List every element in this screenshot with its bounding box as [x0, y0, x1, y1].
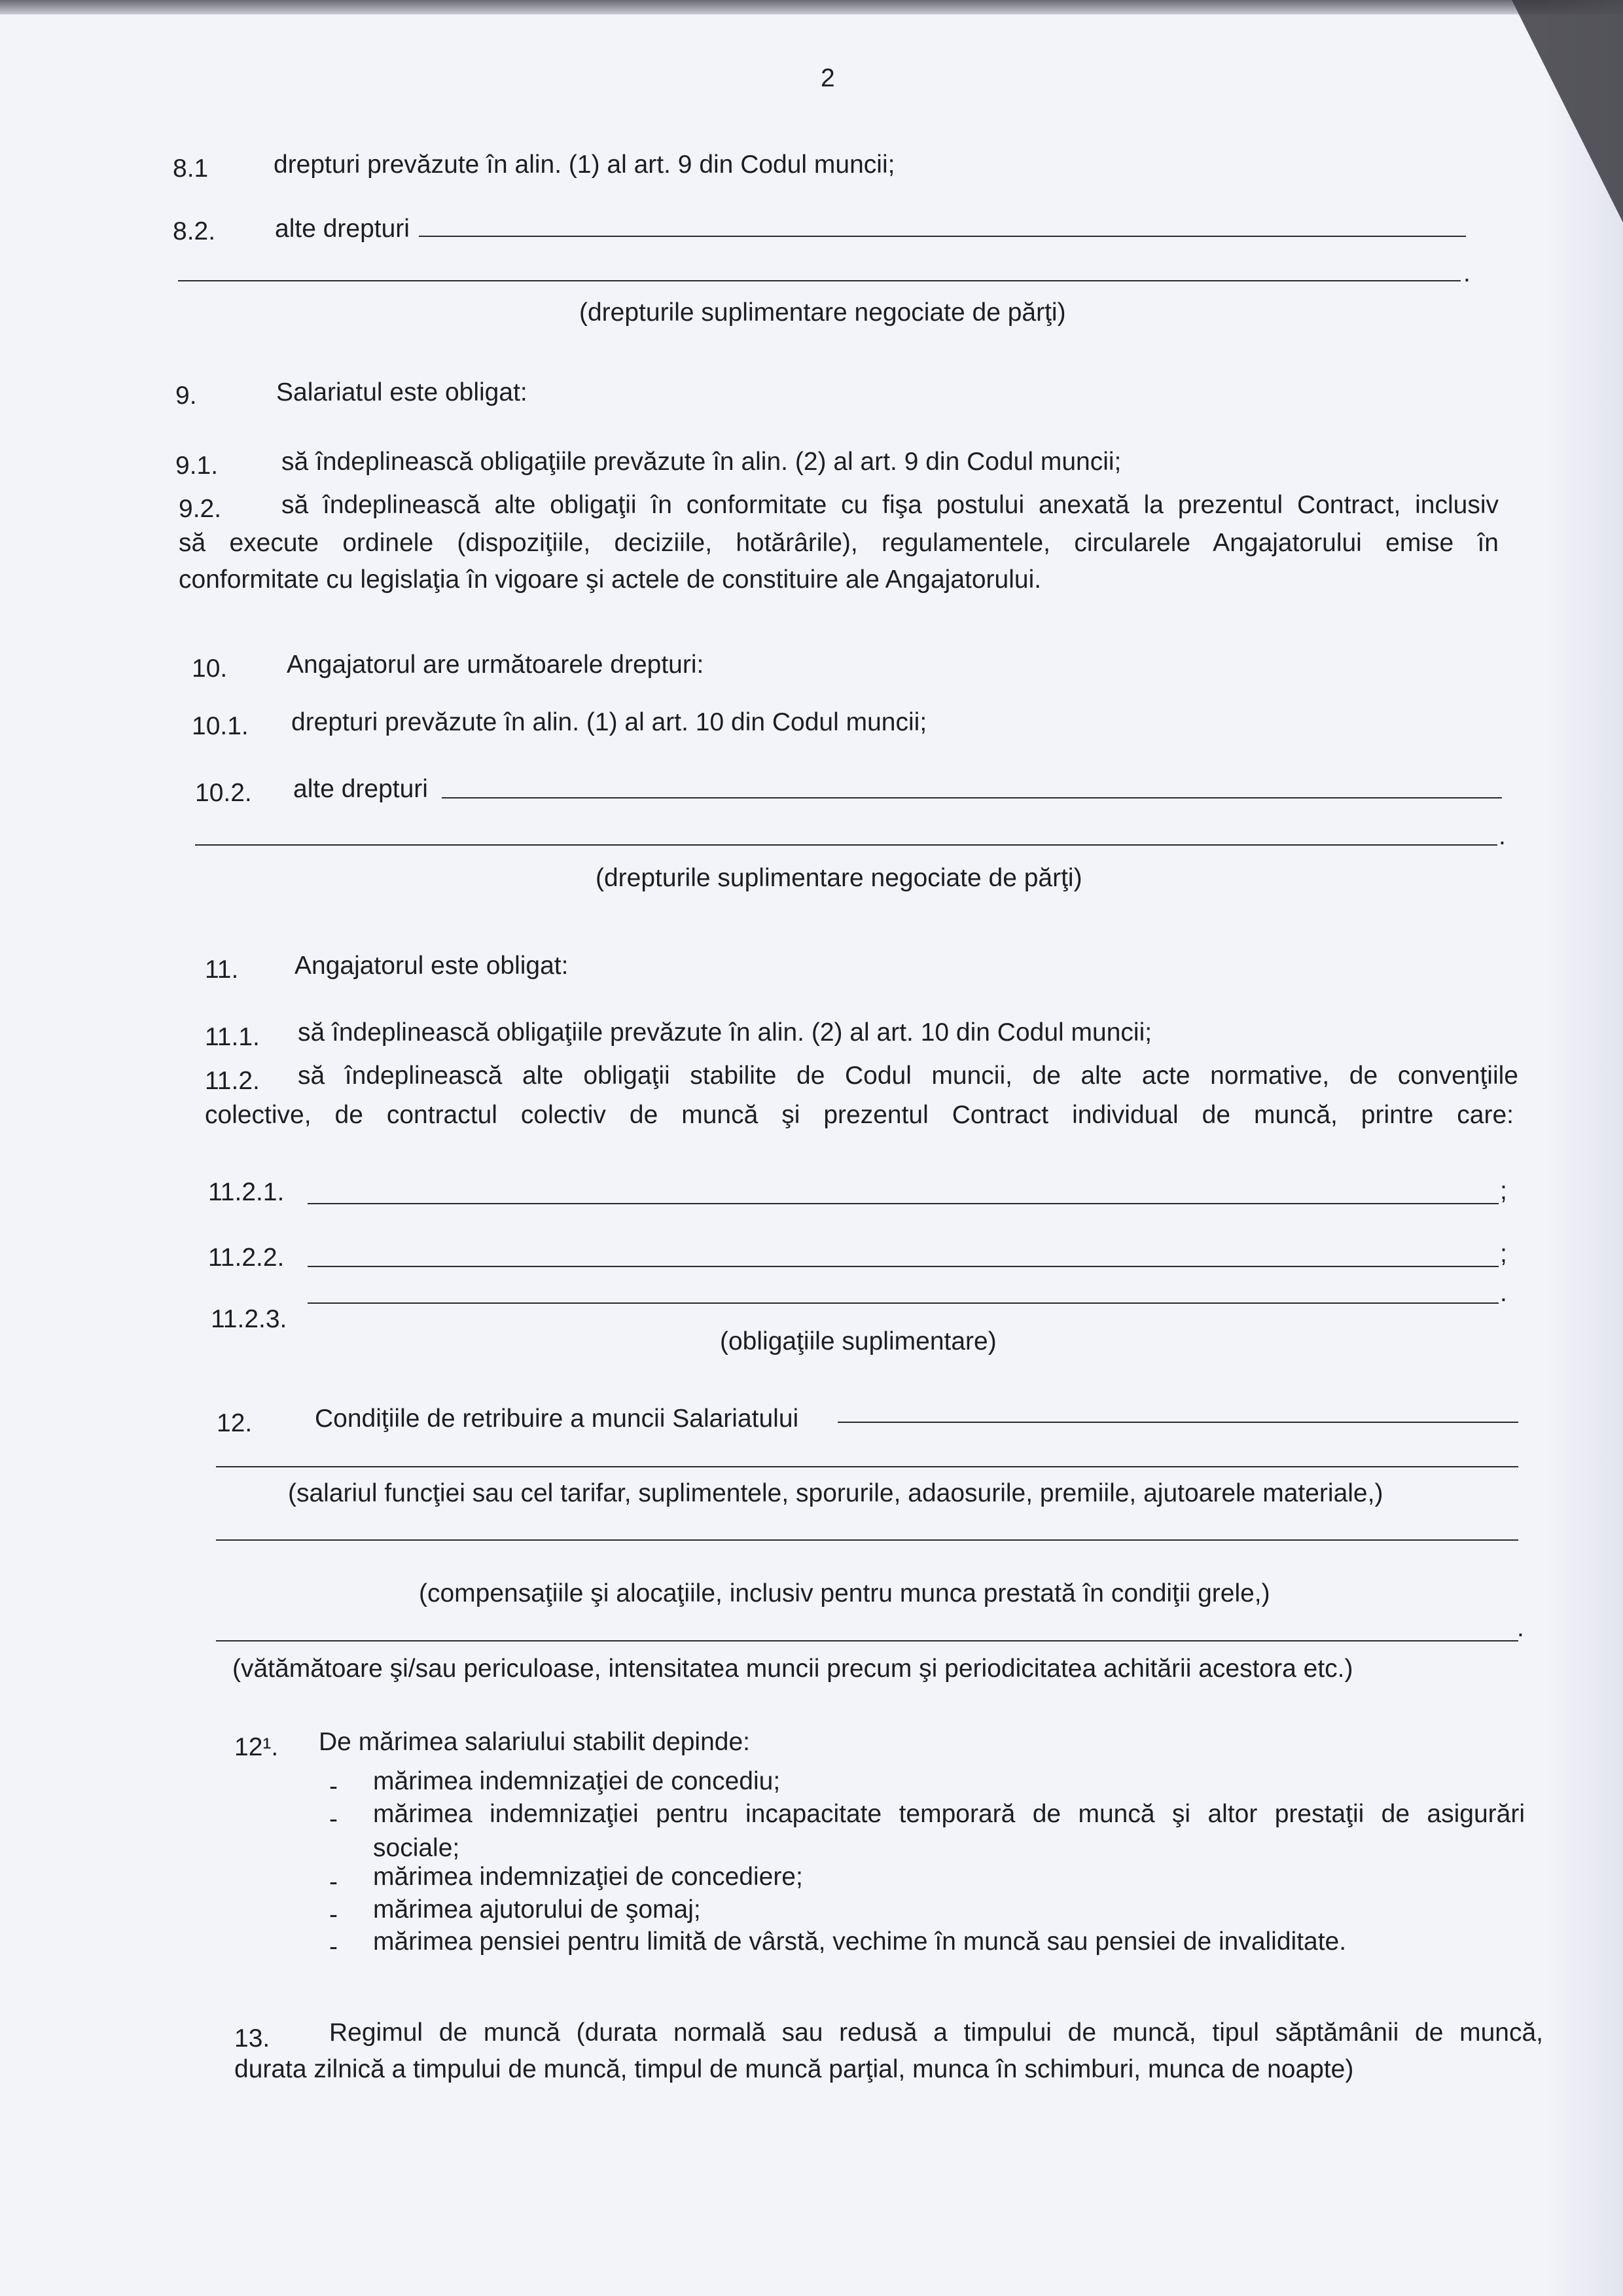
clause-text: Salariatul este obligat: — [276, 378, 527, 406]
caption: (drepturile suplimentare negociate de părţi) — [596, 864, 1082, 892]
list-item: mărimea ajutorului de şomaj; — [373, 1895, 701, 1924]
bullet-dash: - — [329, 1805, 338, 1833]
clause-text: Condiţiile de retribuire a muncii Salariatului — [315, 1405, 799, 1433]
caption: (compensaţiile şi alocaţiile, inclusiv pentru munca prestată în condiţii grele,) — [419, 1579, 1270, 1607]
clause-text: Angajatorul este obligat: — [294, 952, 569, 980]
clause-number: 11.2. — [205, 1067, 260, 1095]
fill-line — [442, 797, 1502, 798]
list-item: mărimea pensiei pentru limită de vârstă, vechime în muncă sau pensiei de invaliditate. — [373, 1928, 1347, 1956]
fill-line — [195, 844, 1497, 846]
clause-text: să execute ordinele (dispoziţiile, deciziile, hotărârile), regulamentele, circularele Angajatorului emise în — [179, 529, 1499, 557]
clause-number: 9. — [175, 382, 197, 410]
clause-number: 13. — [234, 2024, 270, 2053]
fill-line — [216, 1539, 1518, 1541]
caption: (vătămătoare şi/sau periculoase, intensitatea muncii precum şi periodicitatea achitării acestora etc.) — [232, 1655, 1353, 1683]
bullet-dash: - — [329, 1901, 338, 1929]
clause-number: 9.2. — [179, 495, 222, 523]
clause-number: 10. — [192, 655, 228, 683]
fill-line — [308, 1302, 1499, 1304]
clause-text: să îndeplinească alte obligaţii în conformitate cu fişa postului anexată la prezentul Contract, inclusiv — [281, 491, 1499, 519]
fill-line — [216, 1640, 1518, 1641]
clause-text: conformitate cu legislaţia în vigoare şi actele de constituire ale Angajatorului. — [179, 565, 1042, 594]
clause-text: drepturi prevăzute în alin. (1) al art. 9 din Codul muncii; — [274, 151, 895, 179]
list-item: sociale; — [373, 1834, 460, 1862]
clause-text: Regimul de muncă (durata normală sau redusă a timpului de muncă, tipul săptămânii de muncă, — [329, 2018, 1543, 2047]
clause-text: Angajatorul are următoarele drepturi: — [287, 651, 704, 679]
clause-number: 12¹. — [234, 1733, 279, 1761]
clause-text: colective, de contractul colectiv de muncă şi prezentul Contract individual de muncă, printre care: — [205, 1101, 1514, 1129]
bullet-dash: - — [329, 1933, 338, 1961]
clause-number: 11.1. — [205, 1023, 260, 1051]
list-item: mărimea indemnizaţiei de concediere; — [373, 1863, 803, 1891]
fill-line — [838, 1422, 1518, 1423]
clause-text: alte drepturi — [293, 775, 428, 803]
page-number: 2 — [821, 64, 835, 92]
clause-text: durata zilnică a timpului de muncă, timpul de muncă parţial, munca în schimburi, munca de noapte) — [234, 2055, 1354, 2083]
list-item: mărimea indemnizaţiei pentru incapacitate temporară de muncă şi altor prestaţii de asigurări — [373, 1800, 1525, 1828]
fill-line — [178, 280, 1461, 281]
line-end: ; — [1500, 1177, 1507, 1205]
clause-text: să îndeplinească obligaţiile prevăzute în alin. (2) al art. 10 din Codul muncii; — [298, 1018, 1152, 1047]
clause-text: să îndeplinească obligaţiile prevăzute în alin. (2) al art. 9 din Codul muncii; — [281, 448, 1122, 476]
list-item: mărimea indemnizaţiei de concediu; — [373, 1767, 781, 1795]
clause-number: 12. — [217, 1409, 253, 1437]
caption: (drepturile suplimentare negociate de părţi) — [579, 298, 1066, 327]
clause-text: alte drepturi — [275, 215, 410, 243]
clause-text: De mărimea salariului stabilit depinde: — [319, 1728, 750, 1756]
caption: (salariul funcţiei sau cel tarifar, suplimentele, sporurile, adaosurile, premiile, ajutoarele materiale,) — [288, 1479, 1383, 1507]
fill-line — [216, 1466, 1518, 1467]
clause-text: să îndeplinească alte obligaţii stabilite de Codul muncii, de alte acte normative, de convenţiile — [298, 1062, 1518, 1090]
fill-line — [308, 1203, 1499, 1204]
clause-number: 10.2. — [195, 779, 252, 807]
line-end: . — [1499, 822, 1506, 850]
fill-line — [419, 236, 1466, 237]
bullet-dash: - — [329, 1868, 338, 1896]
clause-number: 11.2.1. — [208, 1178, 285, 1206]
clause-text: drepturi prevăzute în alin. (1) al art. 10 din Codul muncii; — [291, 708, 927, 736]
clause-number: 11.2.2. — [208, 1244, 285, 1272]
line-end: ; — [1500, 1240, 1507, 1268]
caption: (obligaţiile suplimentare) — [720, 1327, 997, 1355]
line-end: . — [1500, 1279, 1507, 1307]
clause-number: 11.2.3. — [211, 1305, 287, 1333]
clause-number: 11. — [205, 956, 239, 984]
clause-number: 8.1 — [173, 154, 209, 183]
fill-line — [308, 1266, 1499, 1267]
clause-number: 9.1. — [175, 452, 219, 480]
clause-number: 10.1. — [192, 712, 249, 740]
clause-number: 8.2. — [173, 217, 216, 245]
bullet-dash: - — [329, 1772, 338, 1801]
line-end: . — [1463, 259, 1471, 287]
line-end: . — [1517, 1614, 1524, 1642]
